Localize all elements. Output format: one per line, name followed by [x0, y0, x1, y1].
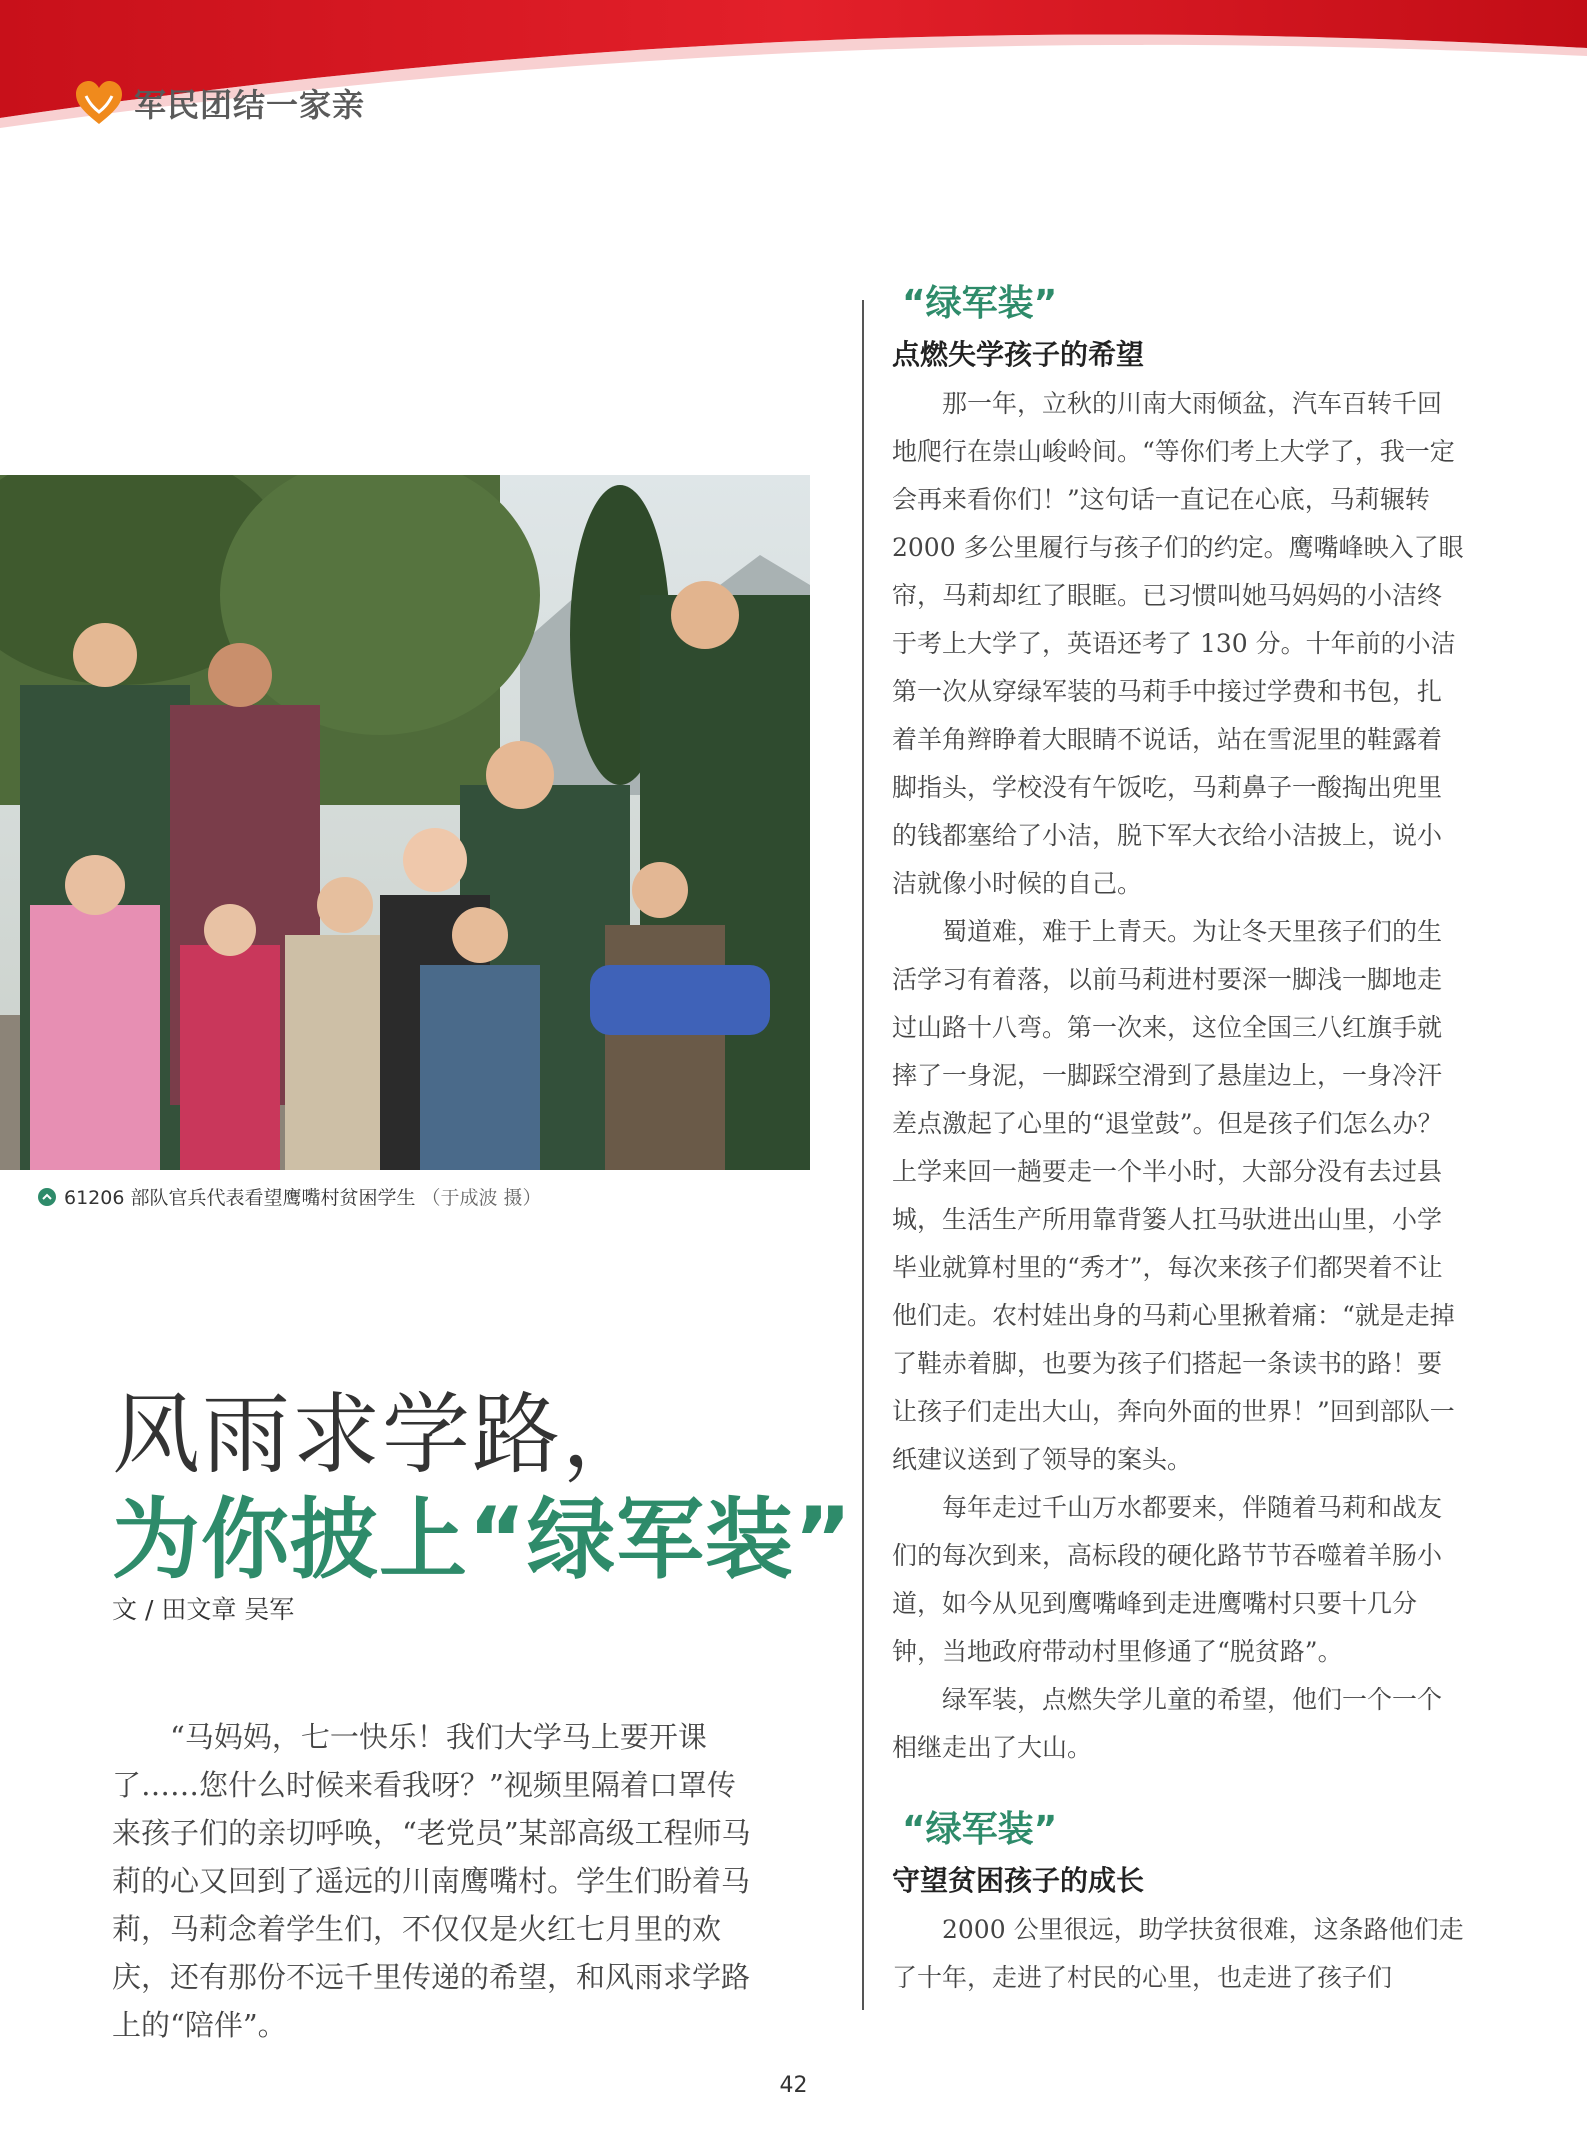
photo-caption — [38, 1183, 542, 1210]
article-photo — [0, 475, 810, 1170]
caption-text: 61206 部队官兵代表看望鹰嘴村贫困学生 — [64, 1187, 416, 1209]
article-intro: “马妈妈，七一快乐！我们大学马上要开课了……您什么时候来看我呀？”视频里隔着口罩传来孩子们的亲切呼唤，“老党员”某部高级工程师马莉的心又回到了遥远的川南鹰嘴村。学生们盼着马莉，马莉念着学生们，不仅仅是火红七月里的欢庆，还有那份不远千里传递的希望，和风雨求学路上的“陪伴”。 — [112, 1720, 751, 2042]
header-brand — [72, 78, 365, 128]
section-1-subtitle: 点燃失学孩子的希望 — [892, 338, 1145, 371]
section-1-label: “绿军装” — [902, 283, 1058, 324]
section-2-subtitle: 守望贫困孩子的成长 — [892, 1864, 1145, 1897]
article-byline: 文 / 田文章 吴军 — [112, 1595, 295, 1624]
section-gap — [892, 1772, 1464, 1804]
heart-hands-icon — [72, 78, 126, 128]
section-2-label: “绿军装” — [902, 1809, 1058, 1850]
section-1-paragraph-4: 绿军装，点燃失学儿童的希望，他们一个一个相继走出了大山。 — [892, 1685, 1443, 1762]
section-1-paragraph-3: 每年走过千山万水都要来，伴随着马莉和战友们的每次到来，高标段的硬化路节节吞噬着羊肠小道，如今从见到鹰嘴峰到走进鹰嘴村只要十几分钟，当地政府带动村里修通了“脱贫路”。 — [892, 1493, 1443, 1666]
brand-title: 军民团结一家亲 — [134, 86, 366, 124]
article-title-line2: 为你披上“绿军装” — [112, 1488, 853, 1591]
section-2-paragraph-1: 2000 公里很远，助学扶贫很难，这条路他们走了十年，走进了村民的心里，也走进了孩子们 — [892, 1915, 1464, 1992]
right-column — [892, 278, 1464, 2002]
column-divider — [862, 300, 864, 2010]
page-number: 42 — [779, 2073, 808, 2098]
section-1-paragraph-1: 那一年，立秋的川南大雨倾盆，汽车百转千回地爬行在崇山峻岭间。“等你们考上大学了，我一定会再来看你们！”这句话一直记在心底，马莉辗转 2000 多公里履行与孩子们的约定。鹰嘴峰映入了眼帘，马莉却红了眼眶。已习惯叫她马妈妈的小洁终于考上大学了，英语还考了 130 分。十年前的小洁第一次从穿绿军装的马莉手中接过学费和书包，扎着羊角辫睁着大眼睛不说话，站在雪泥里的鞋露着脚指头，学校没有午饭吃，马莉鼻子一酸掏出兜里的钱都塞给了小洁，脱下军大衣给小洁披上，说小洁就像小时候的自己。 — [892, 389, 1464, 898]
chevron-up-circle-icon — [38, 1188, 56, 1206]
caption-credit: （于成波 摄） — [421, 1187, 542, 1209]
article-title-line1: 风雨求学路， — [112, 1383, 653, 1486]
section-1-paragraph-2: 蜀道难，难于上青天。为让冬天里孩子们的生活学习有着落，以前马莉进村要深一脚浅一脚地走过山路十八弯。第一次来，这位全国三八红旗手就摔了一身泥，一脚踩空滑到了悬崖边上，一身冷汗差点激起了心里的“退堂鼓”。但是孩子们怎么办？上学来回一趟要走一个半小时，大部分没有去过县城，生活生产所用靠背篓人扛马驮进出山里，小学毕业就算村里的“秀才”，每次来孩子们都哭着不让他们走。农村娃出身的马莉心里揪着痛：“就是走掉了鞋赤着脚，也要为孩子们搭起一条读书的路！要让孩子们走出大山，奔向外面的世界！”回到部队一纸建议送到了领导的案头。 — [892, 917, 1455, 1474]
